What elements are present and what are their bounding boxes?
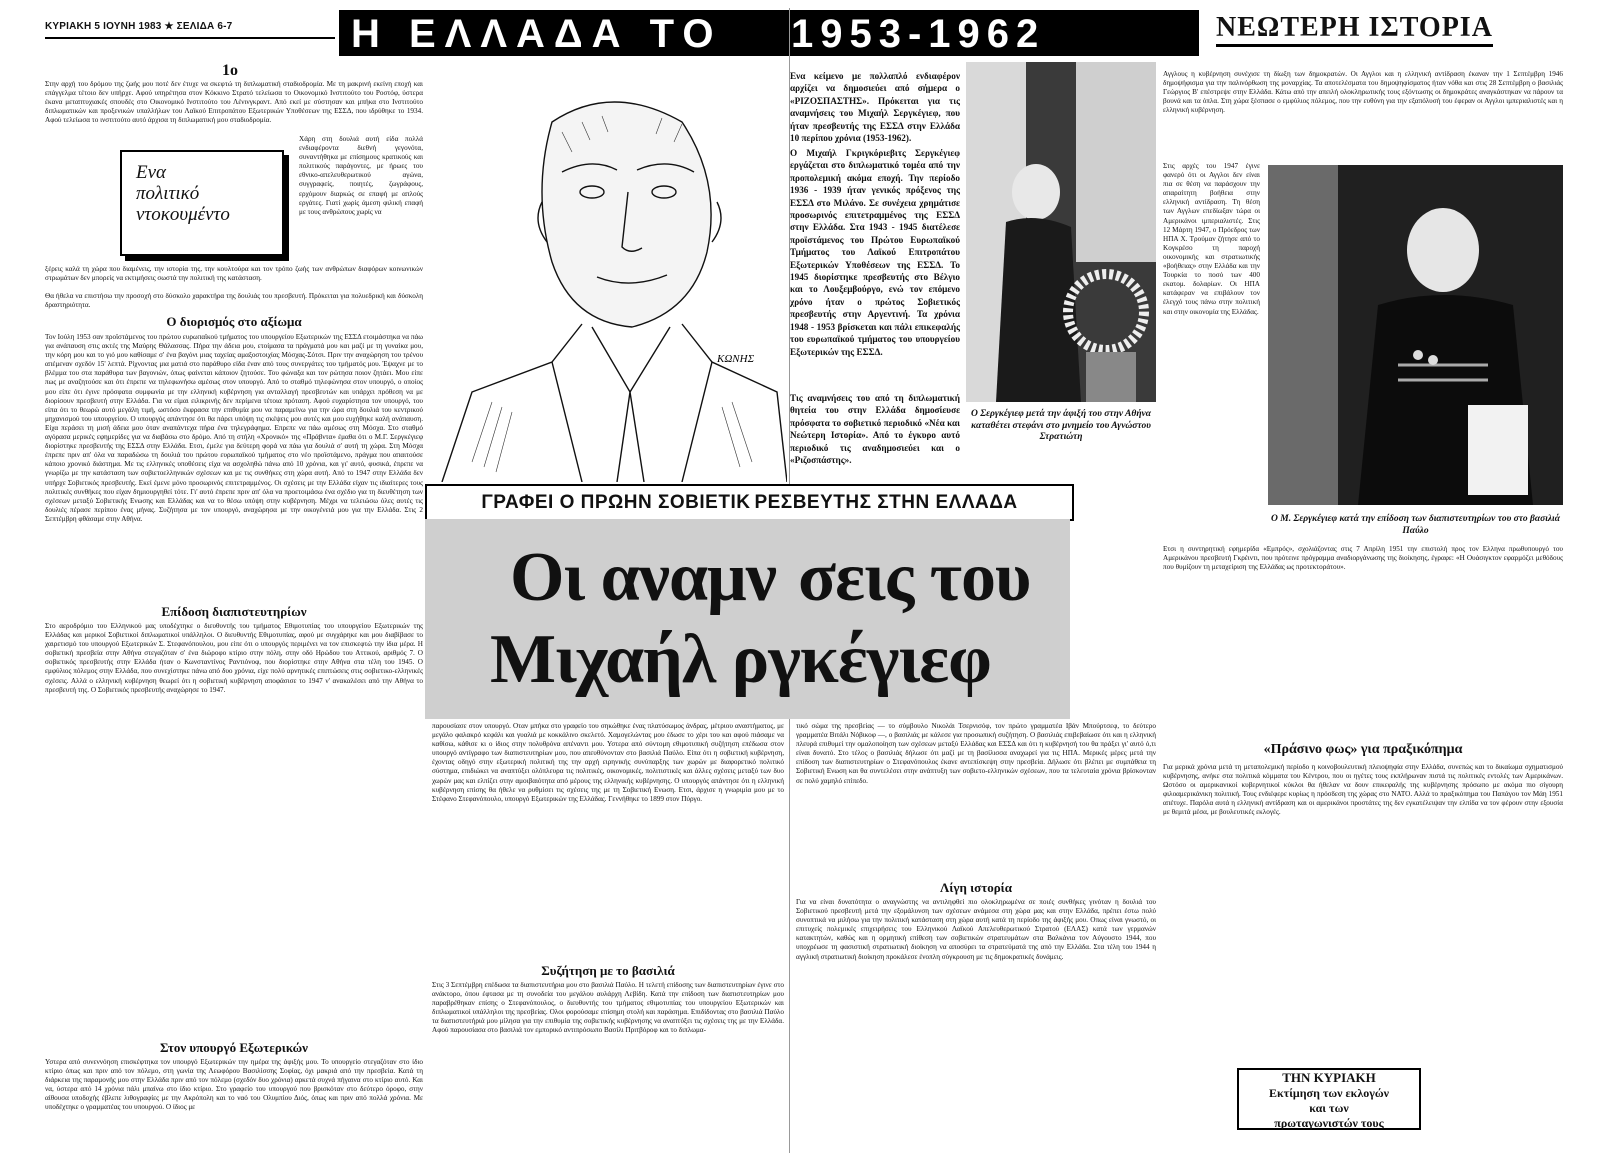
artist-signature: ΚΩΝΗΣ (717, 353, 755, 365)
next-sunday-line4: πρωταγωνιστών τους (1274, 1116, 1384, 1130)
photo-credentials (1268, 165, 1563, 505)
doc-box-line2: πολιτικό (136, 183, 200, 204)
top-right-text: Αγγλους η κυβέρνηση συνέχισε τη δίωξη των δημοκρατών. Οι Αγγλοι και η ελληνική αντίδραση έκαναν την 1 Σεπτέμβρη 1946 δημοψήφισμα για την παλινόρθωση της μοναρχίας. Τα αποτελέσματα του δημοψηφίσματος ήταν νόθα και στις 28 Σεπτέμβρη ο βασιλιάς Γεώργιος Β' επέστρεψε στην Ελλάδα. Κάτω από την απειλή ολοκληρωτικής τους εξόντωσης οι δημοκράτες αναγκάστηκαν να πάρουν τα βουνά και τα όπλα. Στη χώρα ξέσπασε ο εμφύλιος πόλεμος, που την ευθύνη για την εξαπόλυσή του έφεραν οι Αγγλοι ιμπεριαλιστές και η ελληνική κυβέρνηση. (1163, 70, 1563, 115)
portrait-drawing (432, 62, 787, 482)
section-text-appointment: Τον Ιούλη 1953 σαν προϊστάμενος του πρώτου ευρωπαϊκού τμήματος του υπουργείου Εξωτερικών της ΕΣΣΔ ετοιμάστηκα να πάω για ανάπαυση στις ακτές της Μαύρης Θάλασσας. Πήρα την άδεια μου, ετοίμασα τα πράγματά μου και μαζί με τη γυναίκα μου, την κόρη μου και το γιό μου καθίσαμε σ' ένα βαγόνι μιας ταχείας αμαξοστοιχίας Μόσχας-Σότσι. Πριν την αναχώρηση του τρένου απέμεναν σχεδόν 15' λεπτά. Ρίχνοντας μια ματιά στο παράθυρο είδα έναν από τους συνεργάτες του τμήματός μου. Έψαχνε με το βλέμμα του στα παράθυρα των βαγονιών, όπως φαίνεται κάποιον ζητούσε. Του φώναξα και τον ρώτησα ποιον ζητάει. Μου είπε πως με αναζητούσε και ότι έπρεπε να τηλεφωνήσω αμέσως στον υπουργό. Από το σταθμό τηλεφώνησα στον υπουργό, ο οποίος μου είπε ότι έγινε πρόσφατα συμφωνία με την ελληνική κυβέρνηση για ανταλλαγή πρεσβευτών και υπάρχει πρόθεση να με διορίσουν πρεσβευτή στην Ελλάδα. Για να είμαι ειλικρινής δεν περίμενα τέτοια πρόταση. Αφού ευχαρίστησα τον υπουργό, του είπα ότι το θεωρώ αυτό μεγάλη τιμή, ωστόσο έκφρασα την επιθυμία μου να παραμείνω για την ώρα στη δουλιά του κεντρικού μηχανισμού του υπουργείου. Ο υπουργός απάντησε ότι θα πάρει υπόψη τις σκέψεις μου αυτές και μου ευχήθηκε καλή ανάπαυση. Είχα περάσει τη μισή άδεια μου όταν αναπάντεχα πήρα ένα τηλεγράφημα. Επρεπε να πάω αμέσως στη Μόσχα. Στο σταθμό αγόρασα μερικές εφημερίδες για να διαβάσω στο δρόμο. Από τη στήλη «Χρονικό» της «Πράβντα» έμαθα ότι ο Μ.Γ. Σεργκέγιεφ διορίστηκε πρεσβευτής της ΕΣΣΔ στην Ελλάδα. Ετσι, έμελε για δεύτερη φορά να πάω για δουλιά σ' αυτή τη χώρα. Στη Μόσχα έπρεπε πριν απ' όλα να παραδώσω τη δουλιά του πρώτου ευρωπαϊκού τμήματος στο νέο προϊστάμενο, πράγμα που απαιτούσε κάποιο χρονικό διάστημα. Με τις ελληνικές υποθέσεις είχα να ασχοληθώ πάνω από 10 χρόνια, και γι' αυτό, φυσικά, έπρεπε να γνωρίζω με την κατάσταση των σοβιετοελληνικών σχέσεων και με τις συνθήκες στη χώρα αυτή. Από το 1947 στην Ελλάδα δεν υπήρχε Σοβιετικός πρεσβευτής. Εκεί έμενε μόνο προσωρινός επιτετραμμένος. Οι σχέσεις με την Ελλάδα είχαν τις ιδιαίτερες τους πολιτικές συνθήκες που είχαν δημιουργηθεί τότε. Γι' αυτό έπρεπε πριν απ' όλα να προετοιμάσω ένα σχέδιο για τη διευθέτηση των σχέσεων μεταξύ Σοβιετικής Ενωσης και Ελλάδας και να το θέσω υπόψη στην κυβέρνηση. Μέχρι να τελειώσω όλες αυτές τις δουλιές πέρασε περίπου ένας μήνας. Συζήτησα με τον υπουργό, αναχώρησα με την οικογένειά μου για την Ελλάδα. Στις 2 Σεπτέμβρη φθάσαμε στην Αθήνα. (45, 333, 423, 523)
center-right-text: τικό σώμα της πρεσβείας — το σύμβουλο Νικολάι Τσερνισόφ, τον πρώτο γραμματέα Ιβάν Μπούρτσεφ, το δεύτερο γραμματέα Βιτάλι Νόβικοφ —, ο βασιλιάς με κάλεσε για προσωπική συζήτηση. Ο βασιλιάς επιβεβαίωσε ότι και η ελληνική πλευρά επιθυμεί την ομαλοποίηση των σχέσεων μεταξύ Ελλάδας και ΕΣΣΔ και ότι η κυβέρνησή του θα πράξει γι' αυτό ό,τι είναι δυνατό. Στο τέλος ο βασιλιάς δήλωσε ότι μαζί με τη βασίλισσα αναχωρεί για τις ΗΠΑ. Μερικές μέρες μετά την επίδοση των διαπιστευτηρίων ο Στεφανόπουλος έκανε αντεπίσκεψη στην πρεσβεία. Δήλωσε ότι βλέπει με συμπάθεια τη Σοβιετική Ενωση και θα συντελέσει στην ανάπτυξη των σοβιετο-ελληνικών σχέσεων, που τα τελευταία χρόνια βρίσκονταν σε πολύ χαμηλό επίπεδο. (796, 722, 1156, 785)
strip-left-text: ΓΡΑΦΕΙ Ο ΠΡΩΗΝ ΣΟΒΙΕΤΙΚ (481, 492, 751, 513)
section-text-foreign-minister: Υστερα από συνεννόηση επισκέφτηκα τον υπουργό Εξωτερικών την ημέρα της άφιξής μου. Το υπουργείο στεγαζόταν στο ίδιο κτίριο όπως και πριν από τον πόλεμο, στη γωνία της Λεωφόρου Βασιλίσσης Σοφίας, όχι μακριά από την πρεσβεία. Κατά τη διάρκεια της παραμονής μου στην Ελλάδα πριν από τον πόλεμο (σχεδόν δυο χρόνια) αρκετά συχνά πήγαινα στο κτίριο αυτό. Και να, ύστερα από 14 χρόνια πάλι μπαίνω στο ίδιο κτίριο. Στο γραφείο του υπουργού που βρισκόταν στο δεύτερο όροφο, στην αίθουσα υποδοχής έβλεπε λιθογραφίες με την Ακρόπολη και το ναό του Ολυμπίου Διός, όπως και πριν από πολλά χρόνια. Με υποδέχτηκε ο γραμματέας του υπουργού. Ο ίδιος με (45, 1058, 423, 1112)
political-document-box (120, 150, 284, 256)
next-sunday-box (1237, 1068, 1421, 1130)
section-heading-appointment: Ο διορισμός στο αξίωμα (166, 314, 302, 329)
center-text-1: παρουσίασε στον υπουργό. Οταν μπήκα στο γραφείο του σηκώθηκε ένας πλατύσωμος άνδρας, μέτριου αναστήματος, με μεγάλο φαλακρό κεφάλι και γυαλιά με κοκκάλινο σκελετό. Χαμογελώντας μου έδωσε το χέρι του και αφού πιάσαμε να καθίσω, κάθισε κι ο ίδιος στην πολυθρόνα απέναντι μου. Υστερα από σύντομη εθιμοτυπική συζήτηση επέδωσα στον υπουργό αντίγραφο των διαπιστευτηρίων μου, που απευθύνονταν στο βασιλιά Παύλο. Είπα ότι η σοβιετική κυβέρνηση, έχοντας οδηγό στην εξωτερική πολιτική της την αρχή ειρηνικής συνύπαρξης των χωρών με διαφορετικό πολιτικό σύστημα, επιδιώκει να αναπτύξει ολόπλευρα τις πολιτικές, οικονομικές, πολιτιστικές και άλλες σχέσεις μεταξύ των δυο χωρών μας και ελπίζει στην αμοιβαιότητα από μέρους της ελληνικής κυβέρνησης. Ο υπουργός απάντησε ότι η ελληνική κυβέρνηση επίσης θα ήθελε να ρυθμίσει τις σχέσεις της με τη Σοβιετική Ενωση. Ετσι, άρχισε η γνωριμία μου με το Στέφανο Στεφανόπουλο, υπουργό Εξωτερικών της Ελλάδας. Γεννήθηκε το 1899 στον Πύργο. (432, 722, 784, 803)
section-heading-foreign-minister: Στον υπουργό Εξωτερικών (160, 1040, 308, 1055)
photo-wreath-caption: Ο Σεργκέγιεφ μετά την άφιξή του στην Αθήνα καταθέτει στεφάνι στο μνημείο του Αγνώστου Στρατιώτη (970, 409, 1152, 442)
photo-wreath (966, 62, 1156, 402)
next-sunday-line3: και των (1309, 1101, 1349, 1115)
section-title: ΝΕΩΤΕΡΗ ΙΣΤΟΡΙΑ (1216, 12, 1493, 47)
banner (339, 10, 1199, 56)
right-intro: Ενα κείμενο με πολλαπλό ενδιαφέρον αρχίζει να δημοσιεύει από σήμερα ο «ΡΙΖΟΣΠΑΣΤΗΣ». Πρόκειται για τις αναμνήσεις του Μιχαήλ Σεργκέγιεφ, που ήταν πρεσβευτής της ΕΣΣΔ στην Ελλάδα 10 περίπου χρόνια (1953-1962). (790, 71, 960, 144)
title-line2-left: Μιχαήλ (490, 621, 732, 698)
right-text-more: Ετσι η συντηρητική εφημερίδα «Εμπρός», σχολιάζοντας στις 7 Απρίλη 1951 την επιστολή προς τον Ελληνα πρωθυπουργό του Αμερικάνου πρεσβευτή Γκρέιντι, που πρότεινε πρόγραμμα αναδιοργάνωσης της διοίκησης, έγραφε: «Η Ουάσιγκτον εφαρμόζει μεθόδους που θυμίζουν τη μεταχείριση της Ελλάδας ως προτεκτοράτου». (1163, 545, 1563, 572)
wreath-photo-art (966, 62, 1156, 402)
subheading-king: Συζήτηση με το βασιλιά (541, 963, 675, 978)
section-heading-credentials: Επίδοση διαπιστευτηρίων (161, 604, 307, 619)
intro-paragraph: Στην αρχή του δρόμου της ζωής μου ποτέ δεν έτυχε να σκεφτώ τη διπλωματική σταδιοδρομία. Με τη μακρινή εκείνη εποχή και επάγγελμα τέτοιο δεν υπήρχε. Αφού υπηρέτησα στον Κόκκινο Στρατό τελείωσα το Οικονομικό Ινστιτούτο του Ροστόφ, ύστερα έκανα μεταπτυχιακές σπουδές στο Οικονομικό Ινστιτούτο του Λένινγκραντ. Από εκεί με σύστησαν και μπήκα στο Ινστιτούτο διπλωματικών και προξενικών υπαλλήλων του Λαϊκού Επιτροπάτου Εξωτερικών Υποθέσεων της ΕΣΣΔ, που ιδρύθηκε το 1934. Αφού τελείωσα το ινστιτούτο αυτό άρχισα τη διπλωματική μου σταδιοδρομία. (45, 80, 423, 125)
subheading-history: Λίγη ιστορία (940, 880, 1012, 895)
strip-right-text: ΡΕΣΒΕΥΤΗΣ ΣΤΗΝ ΕΛΛΑΔΑ (754, 492, 1018, 513)
side-paragraph: Χάρη στη δουλιά αυτή είδα πολλά ενδιαφέροντα διεθνή γεγονότα, συναντήθηκα με επίσημους κρατικούς και πολιτικούς παράγοντες, με ήρωες του εθνικο-απελευθερωτικού αγώνα, συγγραφείς, ποιητές, ζωγράφους, ερχόμουν διαρκώς σε επαφή με απλούς εργάτες. Γιατί χωρίς άμεση φιλική επαφή με τους ανθρώπους χωρίς να (299, 135, 423, 216)
next-sunday-label: ΤΗΝ ΚΥΡΙΑΚΗ (1282, 1070, 1376, 1085)
section-text-credentials: Στο αεροδρόμιο του Ελληνικού μας υποδέχτηκε ο διευθυντής του τμήματος Εθιμοτυπίας του υπουργείου Εξωτερικών της Ελλάδας και μερικοί Σοβιετικοί διπλωματικοί υπάλληλοι. Ο διευθυντής Εθιμοτυπίας, αφού με συγχάρηκε και μου διαβίβασε το χαιρετισμό του υπουργού Εξωτερικών Σ. Στεφανόπουλου, μου είπε ότι ο υπουργός περιμένει να τον επισκεφτώ την ίδια μέρα. Η σοβιετική πρεσβεία στην Αθήνα στεγαζόταν σ' ένα διώροφο κτίριο στην πόλη, στην οδό Ηρώδου του Αττικού, αριθμός 7. Ο σοβιετικός πρεσβευτής στην Ελλάδα ήταν ο Κωνσταντίνος Ραντιόνοφ, που διορίστηκε στην Αθήνα στα τέλη του 1945. Ο εμφύλιος πόλεμος στην Ελλάδα, που συνεχίστηκε πάνω από δυο χρόνια, είχε πολύ αρνητικές επιπτώσεις στις σοβιετικο-ελληνικές σχέσεις. Αλλά ο ελληνική κυβέρνηση θεωρεί ότι η σοβιετική κυβέρνηση αποφάσισε το 1947 ν' ανακαλέσει από την Αθήνα το πρεσβευτή της. Ο Σοβιετικός πρεσβευτής αναχώρησε το 1947. (45, 622, 423, 694)
feature-title-line2 (490, 620, 991, 700)
title-line1-right: σεις του (798, 539, 1031, 616)
header-rule-left (45, 37, 335, 39)
next-sunday-line2: Εκτίμηση των εκλογών (1269, 1086, 1389, 1100)
right-bio: Ο Μιχαήλ Γκριγκόριεβιτς Σεργκέγιεφ εργάζεται στο διπλωματικό τομέα από την προπολεμική ακόμα εποχή. Την περίοδο 1936 - 1939 ήταν γενικός πρόξενος της ΕΣΣΔ στο Μιλάνο. Σε συνέχεια χρημάτισε προσωρινός επιτετραμμένος της ΕΣΣΔ στην Ελλάδα. Στα 1943 - 1945 διατέλεσε προϊστάμενος του Πρώτου Ευρωπαϊκού Τμήματος του Λαϊκού Επιτροπάτου Εξωτερικών Υποθέσεων της ΕΣΣΔ. Το 1945 διορίστηκε πρεσβευτής στο Βέλγιο και το Λουξεμβούργο, ενώ τον επόμενο χρόνο ήταν ο πρώτος Σοβιετικός πρεσβευτής στην Αργεντινή. Τα χρόνια 1948 - 1953 βρίσκεται και πάλι επικεφαλής του ευρωπαϊκού τμήματος του υπουργείου Εξωτερικών της ΕΣΣΔ. (790, 148, 960, 357)
banner-title-left: Η ΕΛΛΑΔΑ ΤΟ (351, 12, 723, 56)
photo-credentials-caption: Ο Μ. Σεργκέγιεφ κατά την επίδοση των διαπιστευτηρίων του στο βασιλιά Παύλο (1271, 514, 1560, 536)
banner-title-years: 1953-1962 (791, 12, 1046, 56)
green-light-text: Για μερικά χρόνια μετά τη μεταπολεμική περίοδο η κοινοβουλευτική πλειοψηφία στην Ελλάδα, συνεπώς και το δικαίωμα σχηματισμού κυβέρνησης, ανήκε στα πολιτικά κόμματα του Κέντρου, που οι ηγέτες τους εκπλήρωναν πιστά τις πολιτικές εντολές των Αμερικάνων. Ωστόσο οι αμερικανικοί κυβερνητικοί κύκλοι θα ήθελαν να δουν επικεφαλής της κυβέρνησης πρόσωπο με ακόμα πιο σίγουρη φιλοαμερικάνικη πολιτική. Τους ενδιέφερε κυρίως η πρόσδεση της χώρας στο ΝΑΤΟ. Αλλά το πραξικόπημα του Παπάγου τον Μάη 1951 απέτυχε. Παρόλα αυτά η ελληνική αντίδραση και οι αμερικάνοι προστάτες της δεν εγκατέλειψαν την ελπίδα να τον φέρουν στην εξουσία με θεμιτά μέσα, με βουλευτικές εκλογές. (1163, 763, 1563, 817)
king-text: Στις 3 Σεπτέμβρη επέδωσα τα διαπιστευτήρια μου στο βασιλιά Παύλο. Η τελετή επίδοσης των διαπιστευτηρίων έγινε στο ανάκτορο, όπου έφτασα με τη συνοδεία του μεγάλου αυλάρχη Λεβίδη. Κατά την επίδοση των διαπιστευτηρίων μου παραβρέθηκαν επίσης ο Στεφανόπουλος, ο διευθυντής του τμήματος εθιμοτυπίας του υπουργείου Εξωτερικών και διπλωματικοί υπάλληλοι της πρεσβείας. Ολοι φορούσαμε επίσημη στολή και παράσημα. Επιδίδοντας στο βασιλιά Παύλο τα διαπιστευτήριά μου μίλησα για την επιθυμία της σοβιετικής κυβέρνησης να αναπτύξει τις σχέσεις της με την Ελλάδα. Αφού παρουσίασα στο βασιλιά τον εμπορικό αντιπρόσωπο Βασίλι Πριτβόροφ και το διπλωμα- (432, 981, 784, 1035)
feature-strip-headline (425, 484, 1074, 521)
credentials-photo-art (1268, 165, 1563, 505)
attention-paragraph: Θα ήθελα να επιστήσω την προσοχή στο δύσκολο χαρακτήρα της δουλιάς του πρεσβευτή. Πρόκειται για πολυεδρική και δύσκολη δραστηριότητα. (45, 292, 423, 310)
chapter-number: 1ο (222, 62, 238, 79)
continue-paragraph: ξέρεις καλά τη χώρα που διαμένεις, την ιστορία της, την κουλτούρα και τον τρόπο ζωής των ανθρώπων διαφόρων κοινωνικών στρωμάτων δεν μπορείς να εκτιμήσεις σωστά την πολιτική της κατάσταση. (45, 265, 423, 283)
history-text: Για να είναι δυνατότητα ο αναγνώστης να αντιληφθεί πιο ολοκληρωμένα σε ποιές συνθήκες γινόταν η δουλιά του Σοβιετικού πρεσβευτή μετά την εξομάλυνση των σχέσεων ανάμεσα στη χώρα μας και στην Ελλάδα, πρέπει έστω πολύ συνοπτικά να μιλήσω για την πολιτική κατάσταση στη χώρα αυτή κατά τη περίοδο της άφιξής μου. Οπως είναι γνωστό, οι επιτυχείς πολεμικές επιχειρήσεις του Ελληνικού Λαϊκού Απελευθερωτικού Στρατού (ΕΛΑΣ) κατά των γερμανών κατακτητών, καθώς και η ορμητική επίθεση των σοβιετικών στρατευμάτων στα Βαλκάνια τον Αύγουστο 1944, που υποχρέωσε τη φασιστική στρατιωτική διοίκηση να αποσύρει τα στρατεύματά της από την Ελλάδα. Στα τέλη του 1944 η αγγλική στρατιωτική διοίκηση προκάλεσε ένοπλη σύγκρουση με τις δημοκρατικές δυνάμεις. (796, 898, 1156, 961)
doc-box-line1: Ενα (136, 162, 167, 183)
doc-box-line3: ντοκουμέντο (136, 204, 230, 225)
issue-date-line: ΚΥΡΙΑΚΗ 5 ΙΟΥΝΗ 1983 ★ ΣΕΛΙΔΑ 6-7 (45, 21, 233, 32)
title-line2-right: ργκέγιεφ (731, 621, 991, 698)
right-bio2: Τις αναμνήσεις του από τη διπλωματική θητεία του στην Ελλάδα δημοσίευσε πρόσφατα το σοβιετικό περιοδικό «Νέα και Νεώτερη Ιστορία». Από το έγκυρο αυτό περιοδικό τις αναδημοσιεύει και ο «Ριζοσπάστης». (790, 393, 960, 466)
feature-title-line1 (510, 538, 1030, 618)
subheading-green-light: «Πράσινο φως» για πραξικόπημα (1263, 742, 1463, 757)
right-side-text: Στις αρχές του 1947 έγινε φανερό ότι οι Αγγλοι δεν είναι πια σε θέση να παράσχουν την απαραίτητη βοήθεια στην ελληνική αντίδραση. Τη θέση των Αγγλων επεδίωξαν τώρα οι Αμερικάνοι ιμπεριαλιστές. Στις 12 Μάρτη 1947, ο Πρόεδρος των ΗΠΑ Χ. Τρούμαν ζήτησε από το Κογκρέσο τη παροχή οικονομικής και στρατιωτικής «βοήθειας» στην Ελλάδα και την Τουρκία το ποσό των 400 εκατομ. δολαρίων. Οι ΗΠΑ κατάφεραν να επιβάλουν τον έλεγχό τους πάνω στην πολιτική και στην οικονομία της Ελλάδας. (1163, 162, 1260, 316)
title-line1-left: Οι αναμν (510, 539, 777, 616)
